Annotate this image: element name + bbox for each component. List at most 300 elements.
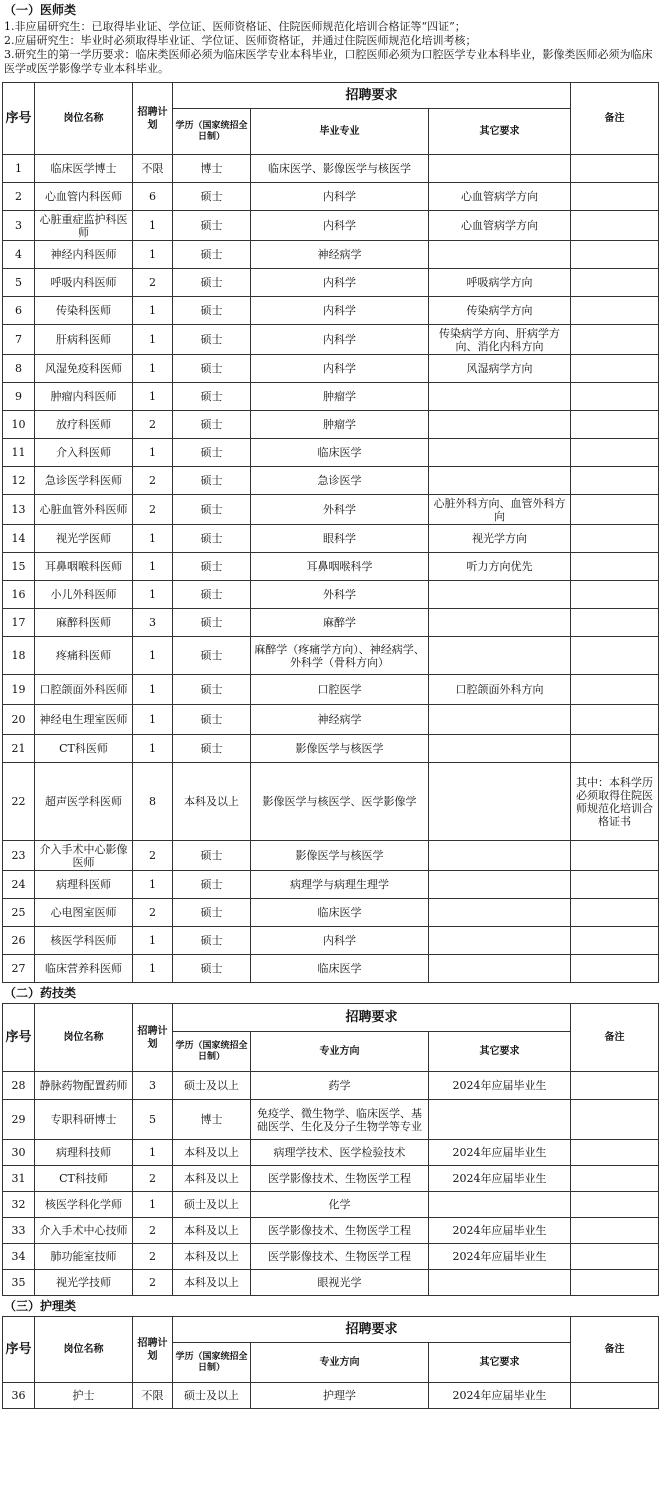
cell-education: 博士	[173, 155, 251, 183]
cell-remark	[571, 581, 659, 609]
header-major: 毕业专业	[251, 109, 429, 155]
cell-seq: 23	[3, 841, 35, 871]
table-row	[3, 1100, 659, 1140]
cell-post: 心脏血管外科医师	[35, 495, 133, 525]
cell-education: 本科及以上	[173, 1140, 251, 1166]
cell-plan: 1	[133, 525, 173, 553]
header-other: 其它要求	[429, 109, 571, 155]
cell-seq: 1	[3, 155, 35, 183]
cell-post: 口腔颌面外科医师	[35, 675, 133, 705]
cell-post: 专职科研博士	[35, 1100, 133, 1140]
cell-other	[429, 439, 571, 467]
cell-major: 麻醉学	[251, 609, 429, 637]
cell-education: 硕士	[173, 899, 251, 927]
cell-plan: 2	[133, 899, 173, 927]
cell-post: 视光学医师	[35, 525, 133, 553]
cell-post: 肝病科医师	[35, 325, 133, 355]
cell-education: 本科及以上	[173, 763, 251, 841]
note-line: 1.非应届研究生：已取得毕业证、学位证、医师资格证、住院医师规范化培训合格证等“四证”；	[4, 20, 466, 33]
cell-remark	[571, 495, 659, 525]
cell-post: 临床营养科医师	[35, 955, 133, 983]
cell-post: 急诊医学科医师	[35, 467, 133, 495]
header-post: 岗位名称	[35, 1317, 133, 1383]
cell-other: 传染病学方向	[429, 297, 571, 325]
table-row	[3, 1140, 659, 1166]
cell-post: CT科医师	[35, 735, 133, 763]
cell-education: 硕士	[173, 927, 251, 955]
cell-other: 2024年应届毕业生	[429, 1140, 571, 1166]
cell-other: 风湿病学方向	[429, 355, 571, 383]
table-row	[3, 269, 659, 297]
cell-plan: 不限	[133, 155, 173, 183]
cell-post: 心电图室医师	[35, 899, 133, 927]
cell-seq: 11	[3, 439, 35, 467]
table-row	[3, 383, 659, 411]
cell-plan: 1	[133, 637, 173, 675]
cell-education: 硕士	[173, 525, 251, 553]
cell-other	[429, 609, 571, 637]
cell-major: 病理学技术、医学检验技术	[251, 1140, 429, 1166]
cell-education: 硕士	[173, 211, 251, 241]
cell-major: 医学影像技术、生物医学工程	[251, 1244, 429, 1270]
cell-remark	[571, 1383, 659, 1409]
header-other: 其它要求	[429, 1343, 571, 1383]
cell-plan: 1	[133, 705, 173, 735]
cell-education: 本科及以上	[173, 1270, 251, 1296]
cell-remark	[571, 735, 659, 763]
cell-remark	[571, 525, 659, 553]
cell-other	[429, 1192, 571, 1218]
cell-other: 听力方向优先	[429, 553, 571, 581]
cell-major: 内科学	[251, 269, 429, 297]
cell-post: 心血管内科医师	[35, 183, 133, 211]
cell-remark	[571, 383, 659, 411]
cell-other	[429, 1100, 571, 1140]
table-row	[3, 1166, 659, 1192]
cell-other	[429, 637, 571, 675]
cell-remark: 其中：本科学历必须取得住院医师规范化培训合格证书	[571, 763, 659, 841]
table-row	[3, 495, 659, 525]
cell-remark	[571, 1072, 659, 1100]
cell-remark	[571, 155, 659, 183]
cell-seq: 16	[3, 581, 35, 609]
table-row	[3, 297, 659, 325]
cell-education: 硕士	[173, 581, 251, 609]
cell-post: 护士	[35, 1383, 133, 1409]
cell-major: 神经病学	[251, 705, 429, 735]
cell-major: 临床医学、影像医学与核医学	[251, 155, 429, 183]
cell-post: 传染科医师	[35, 297, 133, 325]
cell-education: 硕士	[173, 735, 251, 763]
cell-remark	[571, 241, 659, 269]
table-row	[3, 705, 659, 735]
cell-other	[429, 927, 571, 955]
cell-remark	[571, 1140, 659, 1166]
cell-remark	[571, 297, 659, 325]
cell-seq: 8	[3, 355, 35, 383]
cell-other	[429, 1270, 571, 1296]
table-row	[3, 1192, 659, 1218]
cell-plan: 1	[133, 241, 173, 269]
cell-major: 肿瘤学	[251, 411, 429, 439]
cell-post: 耳鼻咽喉科医师	[35, 553, 133, 581]
note-line: 2.应届研究生：毕业时必须取得毕业证、学位证、医师资格证，并通过住院医师规范化培训考核；	[4, 34, 477, 47]
cell-education: 硕士及以上	[173, 1072, 251, 1100]
cell-remark	[571, 1218, 659, 1244]
cell-other: 2024年应届毕业生	[429, 1383, 571, 1409]
cell-plan: 1	[133, 297, 173, 325]
header-seq: 序号	[3, 83, 35, 155]
cell-plan: 1	[133, 325, 173, 355]
cell-seq: 2	[3, 183, 35, 211]
cell-major: 眼科学	[251, 525, 429, 553]
table-row	[3, 927, 659, 955]
cell-education: 本科及以上	[173, 1166, 251, 1192]
cell-remark	[571, 269, 659, 297]
table-row	[3, 439, 659, 467]
table-row	[3, 211, 659, 241]
cell-education: 硕士	[173, 609, 251, 637]
cell-post: 肿瘤内科医师	[35, 383, 133, 411]
table-row	[3, 467, 659, 495]
cell-plan: 1	[133, 553, 173, 581]
cell-seq: 19	[3, 675, 35, 705]
cell-plan: 1	[133, 383, 173, 411]
cell-post: CT科技师	[35, 1166, 133, 1192]
cell-major: 化学	[251, 1192, 429, 1218]
cell-remark	[571, 467, 659, 495]
cell-seq: 22	[3, 763, 35, 841]
cell-other: 视光学方向	[429, 525, 571, 553]
cell-plan: 1	[133, 581, 173, 609]
cell-major: 耳鼻咽喉科学	[251, 553, 429, 581]
cell-education: 硕士	[173, 297, 251, 325]
cell-seq: 25	[3, 899, 35, 927]
cell-plan: 不限	[133, 1383, 173, 1409]
cell-post: 肺功能室技师	[35, 1244, 133, 1270]
cell-major: 麻醉学（疼痛学方向）、神经病学、外科学（骨科方向）	[251, 637, 429, 675]
cell-post: 核医学科化学师	[35, 1192, 133, 1218]
cell-plan: 1	[133, 675, 173, 705]
cell-remark	[571, 355, 659, 383]
cell-major: 临床医学	[251, 955, 429, 983]
header-major: 专业方向	[251, 1032, 429, 1072]
cell-other	[429, 581, 571, 609]
cell-seq: 6	[3, 297, 35, 325]
header-remark: 备注	[571, 1317, 659, 1383]
section-title: （三）护理类	[4, 1299, 77, 1313]
cell-seq: 24	[3, 871, 35, 899]
cell-post: 呼吸内科医师	[35, 269, 133, 297]
cell-major: 临床医学	[251, 439, 429, 467]
cell-post: 病理科技师	[35, 1140, 133, 1166]
cell-remark	[571, 609, 659, 637]
table-row	[3, 675, 659, 705]
cell-seq: 15	[3, 553, 35, 581]
cell-post: 心脏重症监护科医师	[35, 211, 133, 241]
cell-remark	[571, 637, 659, 675]
cell-other: 2024年应届毕业生	[429, 1244, 571, 1270]
cell-education: 硕士	[173, 705, 251, 735]
section-title: （一）医师类	[4, 3, 77, 17]
cell-remark	[571, 1166, 659, 1192]
cell-post: 风湿免疫科医师	[35, 355, 133, 383]
cell-plan: 1	[133, 211, 173, 241]
cell-seq: 3	[3, 211, 35, 241]
cell-other: 2024年应届毕业生	[429, 1218, 571, 1244]
cell-plan: 5	[133, 1100, 173, 1140]
cell-post: 静脉药物配置药师	[35, 1072, 133, 1100]
cell-post: 神经电生理室医师	[35, 705, 133, 735]
cell-education: 硕士	[173, 553, 251, 581]
table-row	[3, 609, 659, 637]
cell-plan: 1	[133, 927, 173, 955]
table-row	[3, 411, 659, 439]
cell-education: 硕士	[173, 269, 251, 297]
cell-plan: 3	[133, 1072, 173, 1100]
cell-plan: 2	[133, 841, 173, 871]
table-row	[3, 525, 659, 553]
cell-other: 心血管病学方向	[429, 211, 571, 241]
header-seq: 序号	[3, 1004, 35, 1072]
cell-other	[429, 763, 571, 841]
table-row	[3, 871, 659, 899]
cell-seq: 5	[3, 269, 35, 297]
cell-remark	[571, 705, 659, 735]
cell-plan: 1	[133, 871, 173, 899]
cell-seq: 13	[3, 495, 35, 525]
table-row	[3, 637, 659, 675]
cell-remark	[571, 899, 659, 927]
cell-plan: 2	[133, 1244, 173, 1270]
table-row	[3, 899, 659, 927]
table-row	[3, 553, 659, 581]
cell-other	[429, 241, 571, 269]
cell-education: 硕士	[173, 411, 251, 439]
header-remark: 备注	[571, 83, 659, 155]
cell-major: 急诊医学	[251, 467, 429, 495]
cell-remark	[571, 871, 659, 899]
cell-plan: 2	[133, 1218, 173, 1244]
header-requirements: 招聘要求	[173, 1317, 571, 1343]
table-row	[3, 1270, 659, 1296]
cell-plan: 2	[133, 411, 173, 439]
table-row	[3, 355, 659, 383]
cell-seq: 18	[3, 637, 35, 675]
cell-major: 口腔医学	[251, 675, 429, 705]
cell-major: 内科学	[251, 355, 429, 383]
header-education: 学历（国家统招全日制）	[173, 1032, 251, 1072]
cell-major: 神经病学	[251, 241, 429, 269]
cell-education: 硕士	[173, 871, 251, 899]
header-major: 专业方向	[251, 1343, 429, 1383]
header-plan: 招聘计划	[133, 1004, 173, 1072]
note-line: 3.研究生的第一学历要求：临床类医师必须为临床医学专业本科毕业，口腔医师必须为口腔医学专业本科毕业，影像类医师必须为临床医学或医学影像学专业本科毕业。	[4, 48, 653, 75]
header-requirements: 招聘要求	[173, 83, 571, 109]
cell-education: 本科及以上	[173, 1244, 251, 1270]
cell-remark	[571, 439, 659, 467]
cell-education: 硕士	[173, 637, 251, 675]
cell-remark	[571, 1270, 659, 1296]
cell-seq: 4	[3, 241, 35, 269]
table-row	[3, 155, 659, 183]
cell-other	[429, 841, 571, 871]
header-remark: 备注	[571, 1004, 659, 1072]
cell-seq: 12	[3, 467, 35, 495]
cell-other	[429, 383, 571, 411]
cell-other	[429, 467, 571, 495]
cell-seq: 7	[3, 325, 35, 355]
cell-plan: 1	[133, 735, 173, 763]
table-row	[3, 183, 659, 211]
cell-plan: 3	[133, 609, 173, 637]
cell-post: 病理科医师	[35, 871, 133, 899]
cell-education: 硕士	[173, 675, 251, 705]
cell-plan: 1	[133, 1192, 173, 1218]
cell-plan: 2	[133, 1270, 173, 1296]
cell-seq: 28	[3, 1072, 35, 1100]
cell-remark	[571, 955, 659, 983]
cell-post: 小儿外科医师	[35, 581, 133, 609]
cell-other	[429, 155, 571, 183]
cell-education: 硕士	[173, 841, 251, 871]
cell-major: 护理学	[251, 1383, 429, 1409]
table-row	[3, 841, 659, 871]
cell-other	[429, 899, 571, 927]
cell-seq: 29	[3, 1100, 35, 1140]
header-plan: 招聘计划	[133, 83, 173, 155]
cell-education: 硕士	[173, 495, 251, 525]
cell-post: 麻醉科医师	[35, 609, 133, 637]
cell-seq: 14	[3, 525, 35, 553]
cell-seq: 34	[3, 1244, 35, 1270]
header-plan: 招聘计划	[133, 1317, 173, 1383]
table-row	[3, 581, 659, 609]
cell-remark	[571, 1244, 659, 1270]
table-row	[3, 735, 659, 763]
table-row	[3, 763, 659, 841]
cell-seq: 10	[3, 411, 35, 439]
cell-seq: 27	[3, 955, 35, 983]
cell-plan: 2	[133, 269, 173, 297]
cell-major: 眼视光学	[251, 1270, 429, 1296]
cell-major: 影像医学与核医学	[251, 735, 429, 763]
cell-seq: 21	[3, 735, 35, 763]
cell-major: 肿瘤学	[251, 383, 429, 411]
cell-education: 硕士及以上	[173, 1383, 251, 1409]
recruitment-table	[2, 1316, 659, 1409]
table-row	[3, 241, 659, 269]
header-seq: 序号	[3, 1317, 35, 1383]
cell-major: 临床医学	[251, 899, 429, 927]
cell-seq: 9	[3, 383, 35, 411]
recruitment-table	[2, 82, 659, 983]
cell-other: 呼吸病学方向	[429, 269, 571, 297]
cell-major: 药学	[251, 1072, 429, 1100]
header-education: 学历（国家统招全日制）	[173, 109, 251, 155]
cell-education: 本科及以上	[173, 1218, 251, 1244]
header-other: 其它要求	[429, 1032, 571, 1072]
cell-other: 传染病学方向、肝病学方向、消化内科方向	[429, 325, 571, 355]
cell-seq: 30	[3, 1140, 35, 1166]
cell-other	[429, 955, 571, 983]
cell-education: 硕士及以上	[173, 1192, 251, 1218]
cell-post: 视光学技师	[35, 1270, 133, 1296]
cell-other: 心脏外科方向、血管外科方向	[429, 495, 571, 525]
cell-education: 硕士	[173, 955, 251, 983]
cell-other: 口腔颌面外科方向	[429, 675, 571, 705]
cell-major: 免疫学、微生物学、临床医学、基础医学、生化及分子生物学等专业	[251, 1100, 429, 1140]
cell-seq: 35	[3, 1270, 35, 1296]
cell-plan: 1	[133, 1140, 173, 1166]
cell-seq: 26	[3, 927, 35, 955]
cell-major: 影像医学与核医学、医学影像学	[251, 763, 429, 841]
section-title: （二）药技类	[4, 986, 77, 1000]
cell-education: 硕士	[173, 383, 251, 411]
cell-major: 医学影像技术、生物医学工程	[251, 1218, 429, 1244]
cell-other	[429, 871, 571, 899]
cell-other: 2024年应届毕业生	[429, 1166, 571, 1192]
header-requirements: 招聘要求	[173, 1004, 571, 1032]
cell-remark	[571, 841, 659, 871]
cell-plan: 1	[133, 439, 173, 467]
cell-seq: 33	[3, 1218, 35, 1244]
cell-education: 硕士	[173, 467, 251, 495]
cell-plan: 2	[133, 1166, 173, 1192]
cell-seq: 32	[3, 1192, 35, 1218]
cell-remark	[571, 325, 659, 355]
header-post: 岗位名称	[35, 83, 133, 155]
cell-major: 外科学	[251, 495, 429, 525]
cell-seq: 17	[3, 609, 35, 637]
cell-major: 内科学	[251, 927, 429, 955]
cell-post: 临床医学博士	[35, 155, 133, 183]
cell-plan: 2	[133, 495, 173, 525]
cell-remark	[571, 927, 659, 955]
cell-seq: 20	[3, 705, 35, 735]
cell-remark	[571, 1100, 659, 1140]
cell-major: 病理学与病理生理学	[251, 871, 429, 899]
cell-post: 介入手术中心技师	[35, 1218, 133, 1244]
cell-major: 医学影像技术、生物医学工程	[251, 1166, 429, 1192]
table-row	[3, 325, 659, 355]
cell-post: 介入手术中心影像医师	[35, 841, 133, 871]
cell-remark	[571, 675, 659, 705]
cell-plan: 2	[133, 467, 173, 495]
cell-other	[429, 411, 571, 439]
table-row	[3, 1218, 659, 1244]
cell-education: 博士	[173, 1100, 251, 1140]
cell-plan: 6	[133, 183, 173, 211]
cell-post: 神经内科医师	[35, 241, 133, 269]
table-row	[3, 955, 659, 983]
cell-seq: 36	[3, 1383, 35, 1409]
cell-post: 核医学科医师	[35, 927, 133, 955]
cell-major: 内科学	[251, 211, 429, 241]
cell-remark	[571, 211, 659, 241]
cell-education: 硕士	[173, 355, 251, 383]
cell-plan: 1	[133, 355, 173, 383]
cell-education: 硕士	[173, 183, 251, 211]
table-row	[3, 1244, 659, 1270]
cell-plan: 8	[133, 763, 173, 841]
cell-major: 内科学	[251, 183, 429, 211]
cell-other	[429, 705, 571, 735]
section-notes	[0, 20, 660, 82]
cell-education: 硕士	[173, 439, 251, 467]
cell-major: 内科学	[251, 325, 429, 355]
cell-post: 介入科医师	[35, 439, 133, 467]
